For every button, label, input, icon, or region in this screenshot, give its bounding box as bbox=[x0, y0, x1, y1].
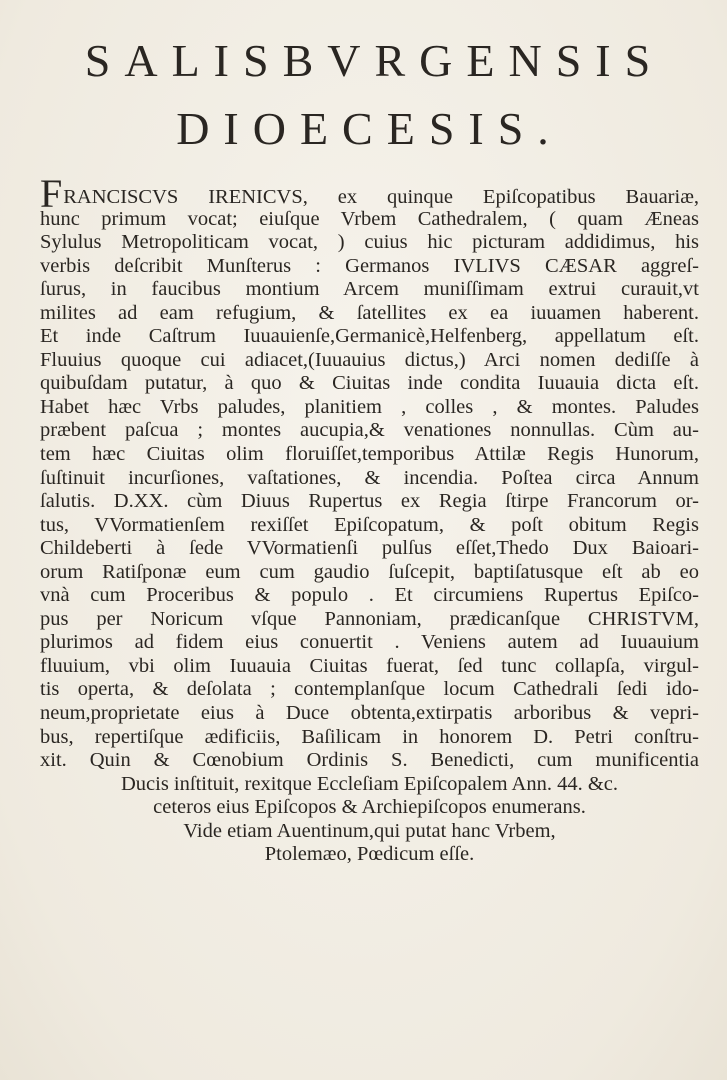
text-line: præbent paſcua ; montes aucupia,& venationes nonnullas. Cùm au- bbox=[40, 419, 699, 442]
centered-line: Ptolemæo, Pœdicum eſſe. bbox=[264, 843, 475, 866]
text-line: vnà cum Proceribus & populo . Et circumiens Rupertus Epiſco- bbox=[40, 584, 699, 607]
text-line: Fluuius quoque cui adiacet,(Iuuauius dictus,) Arci nomen dediſſe à bbox=[40, 348, 699, 371]
centered-line: ceteros eius Epiſcopos & Archiepiſcopos enumerans. bbox=[153, 796, 586, 819]
text-line: Habet hæc Vrbs paludes, planitiem , colles , & montes. Paludes bbox=[40, 395, 699, 418]
text-line: bus, repertiſque ædificiis, Baſilicam in honorem D. Petri conſtru- bbox=[40, 725, 699, 748]
text-line: pus per Noricum vſque Pannoniam, prædicanſque CHRISTVM, bbox=[40, 607, 699, 630]
text-line: milites ad eam refugium, & ſatellites ex ea iuuamen haberent. bbox=[40, 301, 699, 324]
centered-line: Ducis inſtituit, rexitque Eccleſiam Epiſcopalem Ann. 44. &c. bbox=[120, 772, 618, 795]
text-line: fluuium, vbi olim Iuuauia Ciuitas fuerat, ſed tunc collapſa, virgul- bbox=[40, 654, 699, 677]
text-line: xit. Quin & Cœnobium Ordinis S. Benedicti, cum munificentia bbox=[40, 749, 699, 772]
drop-cap: F bbox=[40, 171, 63, 216]
text-line: tus, VVormatienſem rexiſſet Epiſcopatum, & poſt obitum Regis bbox=[40, 513, 699, 536]
text-line: ſuſtinuit incurſiones, vaſtationes, & incendia. Poſtea circa Annum bbox=[40, 466, 699, 489]
title-line-1: SALISBVRGENSIS bbox=[84, 35, 665, 86]
text-line: neum,proprietate eius à Duce obtenta,extirpatis arboribus & vepri- bbox=[40, 702, 699, 725]
text-line: hunc primum vocat; eiuſque Vrbem Cathedralem, ( quam Æneas bbox=[40, 207, 699, 230]
title-line-2: DIOECESIS. bbox=[176, 103, 563, 154]
centered-line: Vide etiam Auentinum,qui putat hanc Vrbem, bbox=[183, 819, 556, 842]
text-line: ſalutis. D.XX. cùm Diuus Rupertus ex Regia ſtirpe Francorum or- bbox=[40, 490, 699, 513]
text-line: ſurus, in faucibus montium Arcem muniſſimam extrui curauit,vt bbox=[40, 278, 699, 301]
text-line: plurimos ad fidem eius conuertit . Veniens autem ad Iuuauium bbox=[40, 631, 699, 654]
text-line: orum Ratiſponæ eum cum gaudio ſuſcepit, baptiſatusque eſt ab eo bbox=[40, 560, 699, 583]
text-line: tem hæc Ciuitas olim floruiſſet,temporibus Attilæ Regis Hunorum, bbox=[40, 443, 699, 466]
text-line: quibuſdam putatur, à quo & Ciuitas inde condita Iuuauia dicta eſt. bbox=[40, 372, 699, 395]
text-line: verbis deſcribit Munſterus : Germanos IVLIVS CÆSAR aggreſ- bbox=[40, 254, 699, 277]
text-line: tis operta, & deſolata ; contemplanſque locum Cathedrali ſedi ido- bbox=[40, 678, 699, 701]
text-line-1: FRANCISCVS IRENICVS, ex quinque Epiſcopatibus Bauariæ, bbox=[40, 171, 699, 216]
body-text bbox=[40, 171, 699, 867]
text-line: Et inde Caſtrum Iuuauienſe,Germanicè,Helfenberg, appellatum eſt. bbox=[40, 325, 699, 348]
text-line: Childeberti à ſede VVormatienſi pulſus eſſet,Thedo Dux Baioari- bbox=[40, 537, 699, 560]
text-line: Sylulus Metropoliticam vocat, ) cuius hic picturam addidimus, his bbox=[40, 231, 699, 254]
